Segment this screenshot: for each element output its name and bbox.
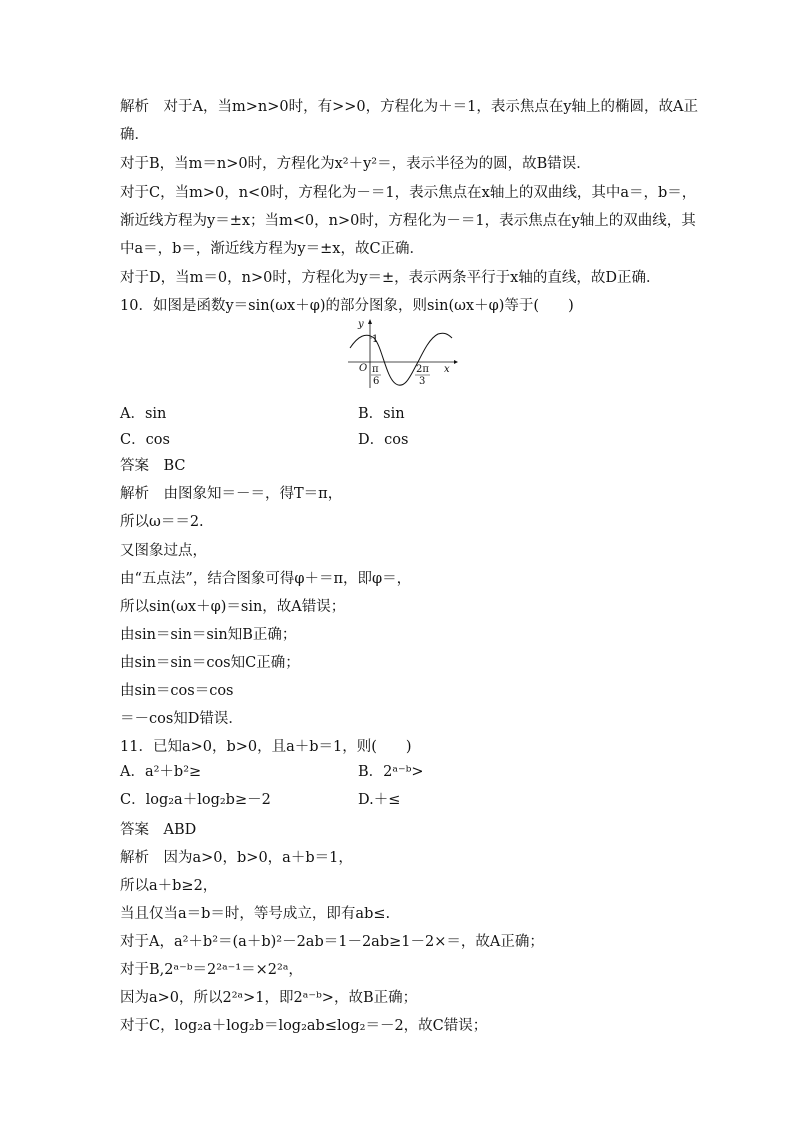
option-left: A．sin (120, 406, 167, 422)
tick2-den: 3 (419, 376, 426, 387)
sine-curve (350, 333, 452, 385)
text-line: 渐近线方程为y＝±x；当m<0，n>0时，方程化为－＝1，表示焦点在y轴上的双曲线，其 (120, 213, 696, 229)
option-left: C．log₂a＋log₂b≥－2 (120, 792, 271, 808)
y-label: y (358, 319, 364, 330)
option-right: D.＋≤ (358, 792, 401, 808)
text-line: 当且仅当a＝b＝时，等号成立，即有ab≤. (120, 906, 391, 922)
text-line: 对于A，a²＋b²＝(a＋b)²－2ab＝1－2ab≥1－2×＝，故A正确； (120, 934, 544, 950)
option-right: D．cos (358, 432, 409, 448)
text-line: 解析 由图象知＝－＝，得T＝π， (120, 486, 343, 502)
text-line: 对于B，当m＝n>0时，方程化为x²＋y²＝，表示半径为的圆，故B错误． (120, 156, 591, 172)
y-axis-arrow (368, 319, 372, 324)
text-line: 对于B,2ᵃ⁻ᵇ＝2²ᵃ⁻¹＝×2²ᵃ， (120, 962, 303, 978)
text-line: 对于C，当m>0，n<0时，方程化为－＝1，表示焦点在x轴上的双曲线，其中a＝，b＝， (120, 185, 697, 201)
x-axis-arrow (454, 360, 458, 364)
text-line: 11．已知a>0，b>0，且a＋b＝1，则( ) (120, 739, 412, 755)
text-line: 对于D，当m＝0，n>0时，方程化为y＝±，表示两条平行于x轴的直线，故D正确． (120, 270, 661, 286)
x-label: x (444, 364, 450, 375)
text-line: 中a＝，b＝，渐近线方程为y＝±x，故C正确． (120, 241, 425, 257)
text-line: ＝－cos知D错误． (120, 711, 243, 727)
text-line: 答案 ABD (120, 822, 197, 838)
text-line: 解析 因为a>0，b>0，a＋b＝1， (120, 850, 353, 866)
tick1-den: 6 (373, 376, 380, 387)
text-line: 由“五点法”，结合图象可得φ＋＝π，即φ＝， (120, 571, 412, 587)
text-line: 由sin＝sin＝sin知B正确； (120, 627, 297, 643)
tick1-num: π (372, 364, 379, 375)
one-label: 1 (372, 334, 379, 345)
text-line: 所以a＋b≥2， (120, 878, 218, 894)
text-line: 所以ω＝＝2. (120, 514, 204, 530)
option-left: A．a²＋b²≥ (120, 764, 202, 780)
text-line: 10．如图是函数y＝sin(ωx＋φ)的部分图象，则sin(ωx＋φ)等于( ) (120, 298, 574, 314)
text-line: 由sin＝cos＝cos (120, 683, 234, 699)
text-line: 对于C，log₂a＋log₂b＝log₂ab≤log₂＝－2，故C错误； (120, 1018, 488, 1034)
text-line: 所以sin(ωx＋φ)＝sin，故A错误； (120, 599, 346, 615)
option-left: C．cos (120, 432, 170, 448)
origin-label: O (359, 363, 368, 374)
sine-graph (344, 318, 458, 390)
option-right: B．sin (358, 406, 405, 422)
option-right: B．2ᵃ⁻ᵇ> (358, 764, 424, 780)
text-line: 答案 BC (120, 458, 186, 474)
text-line: 确． (120, 127, 149, 143)
text-line: 因为a>0，所以2²ᵃ>1，即2ᵃ⁻ᵇ>，故B正确； (120, 990, 418, 1006)
text-line: 又图象过点， (120, 543, 207, 559)
text-line: 解析 对于A，当m>n>0时，有>>0，方程化为＋＝1，表示焦点在y轴上的椭圆，故A正 (120, 99, 698, 115)
text-line: 由sin＝sin＝cos知C正确； (120, 655, 300, 671)
tick2-num: 2π (416, 364, 429, 375)
